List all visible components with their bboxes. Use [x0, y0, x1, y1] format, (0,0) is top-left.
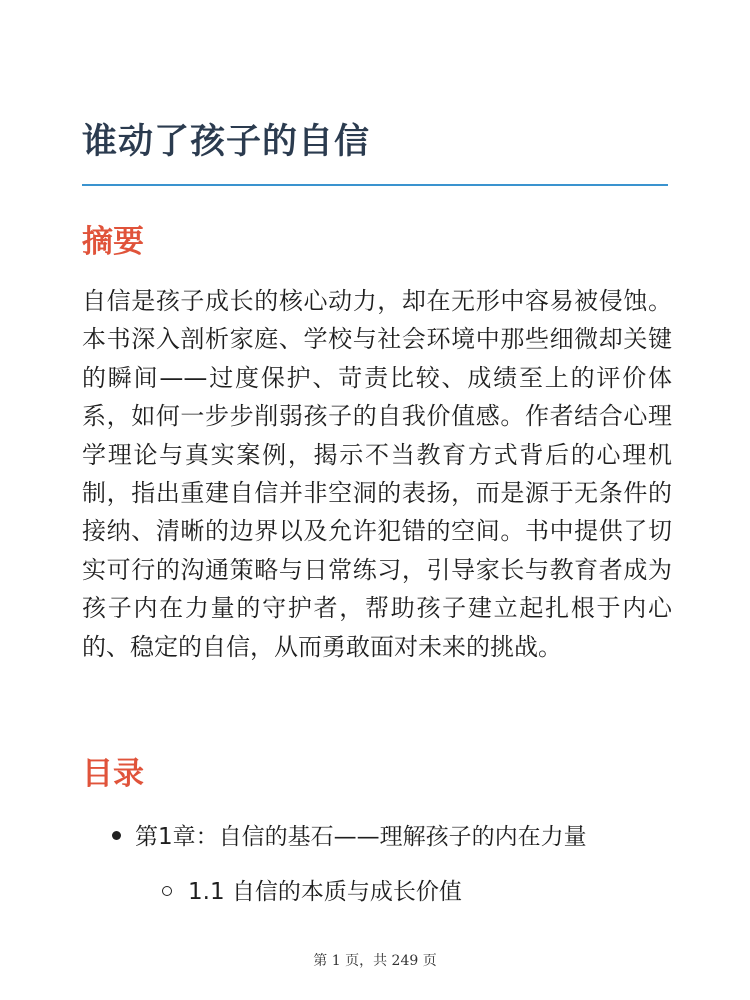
summary-paragraph: 自信是孩子成长的核心动力，却在无形中容易被侵蚀。本书深入剖析家庭、学校与社会环境中那些细微却关键的瞬间——过度保护、苛责比较、成绩至上的评价体系，如何一步步削弱孩子的自我价值感。作者结合心理学理论与真实案例，揭示不当教育方式背后的心理机制，指出重建自信并非空洞的表扬，而是源于无条件的接纳、清晰的边界以及允许犯错的空间。书中提供了切实可行的沟通策略与日常练习，引导家长与教育者成为孩子内在力量的守护者，帮助孩子建立起扎根于内心的、稳定的自信，从而勇敢面对未来的挑战。	[82, 287, 672, 661]
toc-item-chapter-1[interactable]	[112, 820, 587, 854]
page-number-footer: 第 1 页，共 249 页	[313, 953, 437, 969]
toc-item-label: 第1章：自信的基石——理解孩子的内在力量	[135, 824, 587, 850]
toc-item-label: 1.1 自信的本质与成长价值	[188, 879, 462, 905]
toc-heading: 目录	[82, 756, 144, 792]
bullet-disc-icon	[112, 831, 121, 840]
bullet-circle-icon	[162, 886, 172, 896]
title-divider	[82, 184, 668, 186]
summary-heading: 摘要	[82, 224, 144, 260]
toc-item-section-1-1[interactable]	[162, 875, 462, 909]
document-title: 谁动了孩子的自信	[82, 122, 371, 162]
